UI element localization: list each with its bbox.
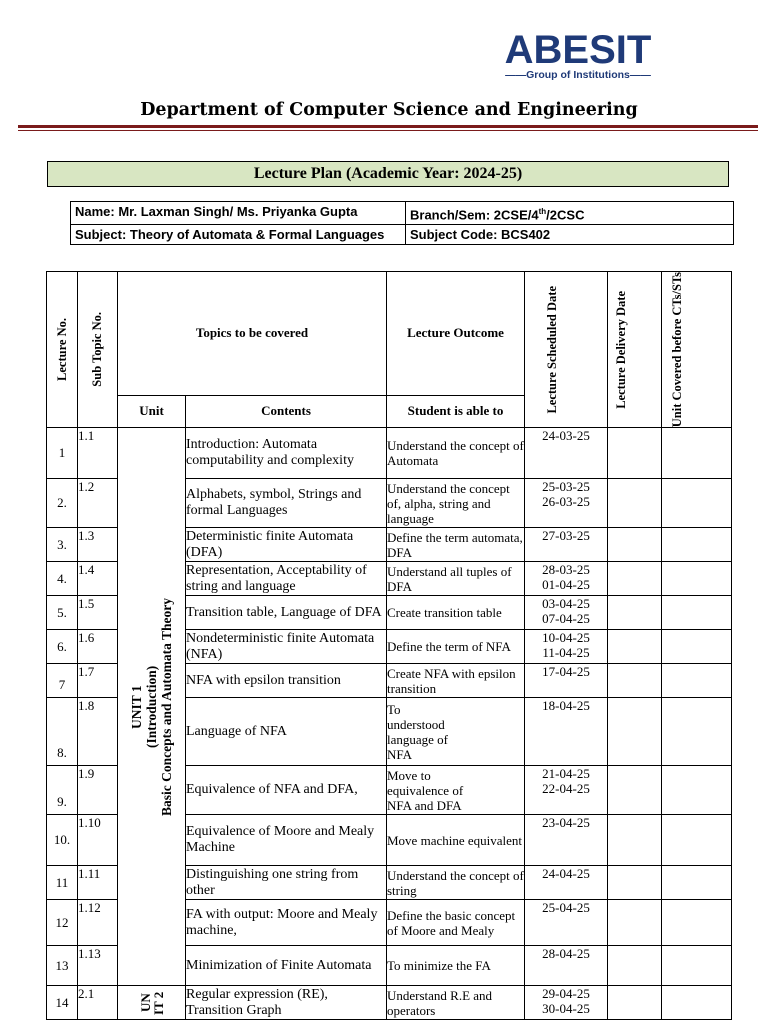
topic-content: Representation, Acceptability of string and language [186,562,387,596]
delivery-date [608,815,662,866]
lecture-number: 11 [47,866,78,900]
delivery-date [608,528,662,562]
topic-content: Minimization of Finite Automata [186,946,387,986]
sub-topic-number: 1.12 [78,900,118,946]
lecture-outcome: Create NFA with epsilon transition [387,664,525,698]
lecture-number: 9. [47,766,78,815]
header-topics: Topics to be covered [118,272,387,396]
unit-covered [662,815,732,866]
header-scheduled-date-label: Lecture Scheduled Date [545,285,559,414]
topic-content: Language of NFA [186,698,387,766]
scheduled-date: 17-04-25 [525,664,608,698]
institution-logo [496,30,660,80]
header-unit: Unit [118,395,186,428]
unit-covered [662,866,732,900]
delivery-date [608,698,662,766]
scheduled-date: 28-04-25 [525,946,608,986]
sub-topic-number: 1.13 [78,946,118,986]
lecture-outcome: Define the term automata, DFA [387,529,523,560]
delivery-date [608,562,662,596]
topic-content: Equivalence of Moore and Mealy Machine [186,815,387,866]
lecture-outcome: To understood language of NFA [387,698,525,766]
delivery-date [608,866,662,900]
sub-topic-number: 1.10 [78,815,118,866]
lecture-number: 12 [47,900,78,946]
scheduled-date: 29-04-25 30-04-25 [525,986,608,1020]
scheduled-date: 03-04-25 07-04-25 [525,596,608,630]
lecture-number: 5. [47,596,78,630]
delivery-date [608,479,662,528]
delivery-date [608,900,662,946]
unit-covered [662,630,732,664]
table-row [47,986,732,1020]
lecture-outcome: Define the basic concept of Moore and Mealy [387,900,525,946]
department-title: Department of Computer Science and Engineering [140,100,638,120]
logo-tagline: ——Group of Institutions—— [505,69,651,81]
header-rule-thick [18,125,758,128]
header-lecture-no [47,272,78,428]
unit-covered [662,664,732,698]
unit-covered [662,479,732,528]
lecture-rows [47,428,732,1020]
scheduled-date: 25-04-25 [525,900,608,946]
topic-content: NFA with epsilon transition [186,664,387,698]
delivery-date [608,986,662,1020]
logo-name: ABESIT [504,28,652,72]
unit-covered [662,946,732,986]
unit-1-line: Basic Concepts and Automata Theory [159,597,174,816]
header-contents: Contents [186,395,387,428]
sub-topic-number: 2.1 [78,986,118,1020]
delivery-date [608,664,662,698]
scheduled-date: 21-04-25 22-04-25 [525,766,608,815]
scheduled-date: 10-04-25 11-04-25 [525,630,608,664]
header-delivery-date-label: Lecture Delivery Date [613,290,628,409]
unit-covered [662,698,732,766]
scheduled-date: 18-04-25 [525,698,608,766]
topic-content: Regular expression (RE), Transition Graph [186,986,387,1020]
topic-content: Distinguishing one string from other [186,866,387,900]
subject-code: Subject Code: BCS402 [406,225,734,245]
topic-content: Deterministic finite Automata (DFA) [186,528,387,562]
lecture-outcome: Understand the concept of Automata [387,428,525,479]
branch-prefix: Branch/Sem: 2CSE/4 [410,207,539,223]
unit-1-line: (Introduction) [144,665,159,748]
scheduled-date: 24-03-25 [525,428,608,479]
sub-topic-number: 1.2 [78,479,118,528]
lecture-number: 4. [47,562,78,596]
sub-topic-number: 1.1 [78,428,118,479]
unit-1-label [129,598,174,816]
header-delivery-date [608,272,662,428]
sub-topic-number: 1.4 [78,562,118,596]
delivery-date [608,428,662,479]
branch-superscript: th [538,207,547,216]
header-student: Student is able to [387,395,525,428]
header-unit-covered [662,272,732,428]
faculty-name: Name: Mr. Laxman Singh/ Ms. Priyanka Gupta [71,202,406,225]
unit-covered [662,596,732,630]
lecture-number: 1 [47,428,78,479]
unit-covered [662,562,732,596]
scheduled-date: 28-03-25 01-04-25 [525,562,608,596]
lecture-number: 3. [47,528,78,562]
header-lecture-no-label: Lecture No. [54,318,69,382]
lecture-plan-banner: Lecture Plan (Academic Year: 2024-25) [47,161,729,187]
lecture-plan-table [46,271,732,1020]
unit-1-cell [118,428,186,986]
sub-topic-number: 1.9 [78,766,118,815]
delivery-date [608,766,662,815]
lecture-outcome: Move machine equivalent [387,815,525,866]
topic-content: FA with output: Moore and Mealy machine, [186,900,387,946]
lecture-outcome: Create transition table [387,596,525,630]
lecture-number: 7 [47,664,78,698]
topic-content: Transition table, Language of DFA [186,596,387,630]
header-scheduled-date [525,272,608,428]
unit-2-label: UN IT 2 [137,991,166,1015]
scheduled-date: 27-03-25 [525,528,608,562]
lecture-outcome: To minimize the FA [387,946,525,986]
lecture-outcome: Move to equivalence of NFA and DFA [387,766,525,815]
unit-covered [662,428,732,479]
header-rule-thin [18,130,758,131]
scheduled-date: 23-04-25 [525,815,608,866]
scheduled-date: 25-03-25 26-03-25 [525,479,608,528]
header-outcome: Lecture Outcome [387,272,525,396]
header-sub-topic-no [78,272,118,428]
header-sub-topic-no-label: Sub Topic No. [90,312,104,387]
unit-2-cell [118,986,186,1020]
lecture-outcome: Understand all tuples of DFA [387,562,525,596]
sub-topic-number: 1.8 [78,698,118,766]
branch-suffix: /2CSC [546,207,585,223]
lecture-number: 2. [47,479,78,528]
scheduled-date: 24-04-25 [525,866,608,900]
delivery-date [608,596,662,630]
lecture-outcome: Understand the concept of, alpha, string and language [387,479,525,528]
lecture-outcome: Understand the concept of string [387,867,524,898]
delivery-date [608,630,662,664]
lecture-number: 14 [47,986,78,1020]
sub-topic-number: 1.3 [78,528,118,562]
delivery-date [608,946,662,986]
unit-covered [662,900,732,946]
lecture-outcome: Understand R.E and operators [387,986,525,1020]
topic-content: Introduction: Automata computability and complexity [186,428,387,479]
branch-sem [406,202,734,225]
sub-topic-number: 1.11 [78,866,118,900]
lecture-number: 6. [47,630,78,664]
table-row [47,428,732,479]
lecture-number: 8. [47,698,78,766]
unit-covered [662,528,732,562]
topic-content: Nondeterministic finite Automata (NFA) [186,630,387,664]
topic-content: Equivalence of NFA and DFA, [186,766,387,815]
sub-topic-number: 1.5 [78,596,118,630]
unit-covered [662,766,732,815]
unit-covered [662,986,732,1020]
course-info-table [70,201,734,245]
sub-topic-number: 1.7 [78,664,118,698]
lecture-number: 13 [47,946,78,986]
topic-content: Alphabets, symbol, Strings and formal Languages [186,479,387,528]
unit-1-line: UNIT 1 [129,684,144,729]
lecture-outcome: Define the term of NFA [387,630,525,664]
sub-topic-number: 1.6 [78,630,118,664]
subject-name: Subject: Theory of Automata & Formal Languages [71,225,406,245]
lecture-number: 10. [47,815,78,866]
header-unit-covered-label: Unit Covered before CTs/STs [669,272,684,428]
